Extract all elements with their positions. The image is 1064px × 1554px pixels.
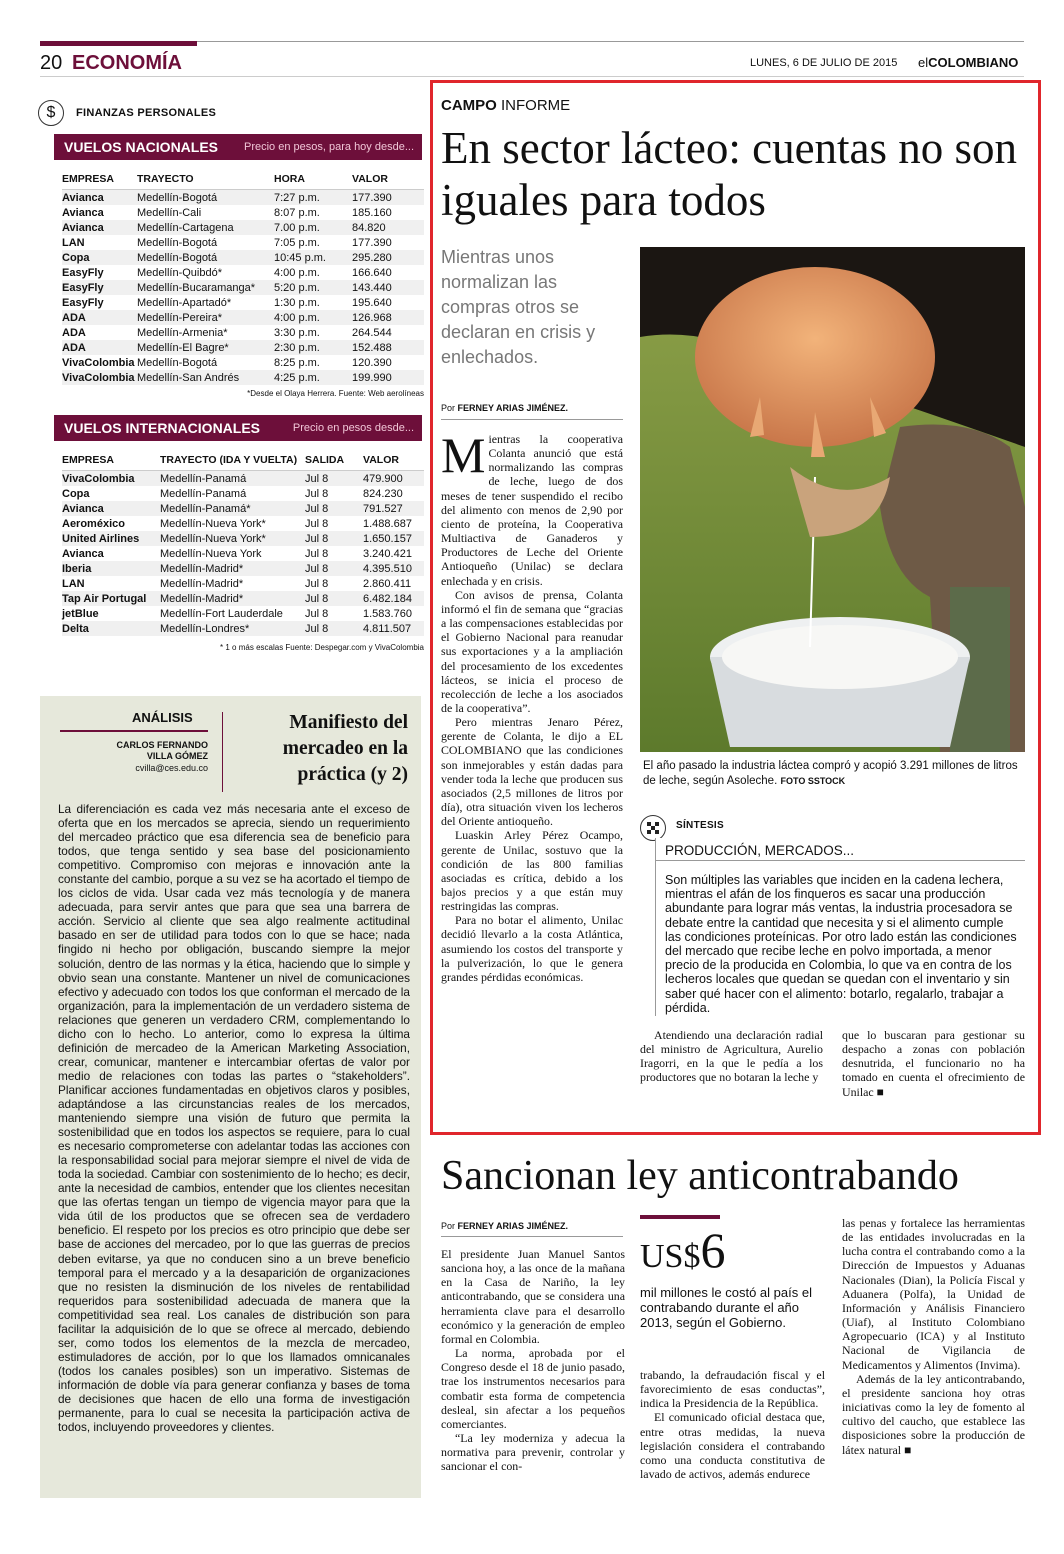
table-cell: Medellín-Fort Lauderdale [160, 607, 283, 620]
table-cell: Avianca [62, 206, 104, 219]
table-cell: 152.488 [352, 340, 424, 355]
second-headline: Sancionan ley anticontrabando [441, 1153, 959, 1199]
table-cell: 1:30 p.m. [274, 296, 320, 309]
table-cell: 143.440 [352, 280, 424, 295]
table-cell: Medellín-Nueva York [160, 547, 262, 560]
analisis-author: CARLOS FERNANDO VILLA GÓMEZ [116, 740, 208, 761]
table-row [62, 471, 424, 487]
table-cell: jetBlue [62, 607, 99, 620]
table-row [62, 325, 424, 340]
table-row [62, 205, 424, 220]
table-row [62, 235, 424, 250]
stat-value: 6 [700, 1222, 726, 1278]
paragraph: El comunicado oficial destaca que, entre otras medidas, la nueva legislación considera el contrabando como una conducta constitutiva de lavado de activos, además endurece [640, 1410, 825, 1482]
table-cell: Medellín-San Andrés [137, 370, 274, 385]
table-cell: Medellín-Nueva York* [160, 531, 305, 546]
article-body-col1 [441, 427, 623, 984]
sintesis-body: Son múltiples las variables que inciden en la cadena lechera, mientras el afán de los finqueros es sacar una producción abundante para lograr más ventas, la industria procesadora se debate entre la cantidad que necesita y si el alimento cumple las condiciones proteínicas. Por otro lado están las condiciones del mercado que recibe leche en polvo importada, a menor precio de la producida en Colombia, lo que va en contra de los lecheros locales que quedan se quedan con el inventario y sin saber qué hacer con el alimento: botarlo, regalarlo, trabajar a pérdida. [665, 873, 1017, 1015]
table-cell: Jul 8 [305, 591, 363, 606]
table-cell: Jul 8 [305, 531, 363, 546]
table-cell: Medellín-El Bagre* [137, 340, 274, 355]
table-row [62, 310, 424, 325]
table-cell: Jul 8 [305, 577, 329, 590]
table-cell: 5:20 p.m. [274, 280, 352, 295]
nacionales-col-header: TRAYECTO [137, 173, 274, 190]
table-cell: EasyFly [62, 280, 137, 295]
table-cell: Jul 8 [305, 607, 329, 620]
nacionales-footnote: *Desde el Olaya Herrera. Fuente: Web aerolíneas [247, 389, 424, 398]
stat-unit: US$ [640, 1238, 701, 1275]
table-row [62, 561, 424, 576]
table-cell: LAN [62, 577, 85, 590]
table-cell: 4.395.510 [363, 561, 424, 576]
table-cell: 791.527 [363, 501, 424, 516]
table-cell: Medellín-Cali [137, 206, 202, 219]
table-row [62, 295, 424, 310]
header-rule [40, 76, 1024, 77]
table-cell: United Airlines [62, 531, 160, 546]
internacionales-title: VUELOS INTERNACIONALES [64, 420, 261, 436]
table-row [62, 606, 424, 621]
photo-caption [643, 759, 1025, 788]
article-kicker [441, 97, 570, 114]
section-accent-bar [40, 41, 197, 46]
table-cell: 824.230 [363, 487, 403, 500]
internacionales-table [62, 454, 424, 636]
table-cell: 126.968 [352, 310, 424, 325]
table-cell: Medellín-Bucaramanga* [137, 280, 274, 295]
table-row [62, 531, 424, 546]
table-cell: 177.390 [352, 236, 392, 249]
table-cell: Medellín-Pereira* [137, 310, 274, 325]
table-cell: ADA [62, 326, 86, 339]
paragraph: las penas y fortalece las herramientas de las entidades involucradas en la lucha contra el contrabando como a la Dirección de Impuestos y Aduanas Nacionales (Dian), la Policía Fiscal y Aduanera (Polfa), la Unidad de Información y Análisis Financiero (Uiaf), al Instituto Colombiano Agropecuario (ICA) y al Instituto Nacional de Vigilancia de Medicamentos y Alimentos (Invima). [842, 1216, 1025, 1372]
byline-name: FERNEY ARIAS JIMÉNEZ. [457, 403, 569, 413]
table-cell: 4:00 p.m. [274, 310, 352, 325]
issue-date: LUNES, 6 DE JULIO DE 2015 [750, 57, 898, 69]
paragraph: ientras la cooperativa Colanta anunció que está normalizando las compras de leche, luego de dos meses de tener suspendido el recibo del alimento con menos de 2,90 por ciento de proteína, la Cooperativa Multiactiva de Ganaderos y Productores de Leche del Oriente Antioqueño (Unilac) se declara enlechada y en crisis. [441, 432, 623, 588]
table-cell: Medellín-Madrid* [160, 591, 305, 606]
table-row [62, 501, 424, 516]
nacionales-col-header: HORA [274, 173, 352, 190]
table-cell: VivaColombia [62, 370, 137, 385]
nacionales-col-header: VALOR [352, 173, 424, 190]
table-cell: 3.240.421 [363, 547, 412, 560]
table-cell: Medellín-Quibdó* [137, 266, 222, 279]
table-cell: 1.583.760 [363, 607, 412, 620]
paragraph: “La ley moderniza y adecua la normativa para prevenir, controlar y sancionar el con- [441, 1431, 625, 1474]
milking-photo [640, 247, 1025, 752]
table-cell: Avianca [62, 547, 104, 560]
byline-prefix: Por [441, 403, 458, 413]
table-cell: Avianca [62, 220, 137, 235]
caption-text: El año pasado la industria láctea compró y acopió 3.291 millones de litros de leche, según Asoleche. [643, 760, 1018, 787]
table-cell: 264.544 [352, 326, 392, 339]
table-cell: LAN [62, 236, 85, 249]
table-cell: 2.860.411 [363, 577, 412, 590]
table-row [62, 190, 424, 206]
byline-rule [441, 1236, 623, 1237]
table-row [62, 576, 424, 591]
table-row [62, 486, 424, 501]
nacionales-title: VUELOS NACIONALES [64, 139, 219, 155]
internacionales-col-header: VALOR [363, 454, 424, 471]
table-cell: 7.00 p.m. [274, 220, 352, 235]
sintesis-rule [655, 860, 1025, 861]
table-cell: Avianca [62, 501, 160, 516]
second-body-col3 [842, 1216, 1025, 1457]
paper-name-bold: COLOMBIANO [928, 55, 1019, 70]
table-cell: Medellín-Bogotá [137, 190, 274, 206]
section-name: ECONOMÍA [72, 52, 182, 74]
table-cell: Medellín-Bogotá [137, 356, 218, 369]
table-cell: VivaColombia [62, 471, 160, 487]
table-cell: 479.900 [363, 471, 424, 487]
table-cell: ADA [62, 340, 137, 355]
table-cell: Aeroméxico [62, 517, 125, 530]
table-cell: 1.650.157 [363, 531, 424, 546]
kicker-bold: CAMPO [441, 97, 497, 114]
second-byline [441, 1221, 568, 1231]
table-cell: Jul 8 [305, 501, 363, 516]
stat-description: mil millones le costó al país el contrabando durante el año 2013, según el Gobierno. [640, 1285, 812, 1330]
table-cell: EasyFly [62, 296, 104, 309]
table-cell: Medellín-Panamá [160, 487, 247, 500]
internacionales-subtitle: Precio en pesos desde... [292, 422, 414, 434]
table-cell: Iberia [62, 561, 160, 576]
sintesis-heading: PRODUCCIÓN, MERCADOS... [665, 843, 855, 858]
table-cell: EasyFly [62, 266, 104, 279]
stat-accent-bar [640, 1215, 720, 1219]
table-cell: Medellín-Londres* [160, 621, 305, 636]
table-cell: Medellín-Panamá* [160, 501, 305, 516]
nacionales-header [54, 134, 422, 160]
table-cell: 166.640 [352, 266, 392, 279]
table-cell: 4.811.507 [363, 621, 424, 636]
table-cell: Avianca [62, 190, 137, 206]
paragraph: Luaskin Arley Pérez Ocampo, gerente de Unilac, sostuvo que la condición de las 800 familias asociadas es crítica, debido a los bajos precios y a que están muy restringidas las compras. [441, 828, 623, 914]
second-body-col2 [640, 1368, 825, 1481]
table-cell: Medellín-Nueva York* [160, 517, 266, 530]
table-cell: 7:27 p.m. [274, 190, 352, 206]
table-row [62, 220, 424, 235]
analisis-title: Manifiesto del mercadeo en la práctica (y 2) [282, 712, 408, 785]
table-cell: 4:00 p.m. [274, 266, 320, 279]
table-row [62, 280, 424, 295]
table-cell: Medellín-Madrid* [160, 577, 244, 590]
table-cell: 84.820 [352, 220, 424, 235]
table-row [62, 355, 424, 370]
page-number: 20 [40, 52, 63, 74]
table-cell: 4:25 p.m. [274, 370, 352, 385]
table-row [62, 265, 424, 280]
paragraph: trabando, la defraudación fiscal y el favorecimiento de esas conductas”, indica la Presidencia de la República. [640, 1368, 825, 1411]
article-byline [441, 403, 568, 413]
table-row [62, 516, 424, 531]
paragraph: El presidente Juan Manuel Santos sanciona hoy, a las once de la mañana en la Casa de Nariño, la ley anticontrabando, que se considera una herramienta clave para el desarrollo económico y la generación de empleo formal en Colombia. [441, 1247, 625, 1346]
table-row [62, 546, 424, 561]
newspaper-name [918, 55, 1018, 70]
table-cell: Jul 8 [305, 517, 329, 530]
table-cell: 6.482.184 [363, 591, 424, 606]
paragraph: Pero mientras Jenaro Pérez, gerente de Colanta, le dijo a EL COLOMBIANO que las condiciones son inmejorables y están dadas para vender toda la leche que producen sus asociados (2,5 millones de litros por día), otra situación viven los lecheros del Oriente antioqueño. [441, 715, 623, 829]
table-cell: Copa [62, 487, 90, 500]
table-cell: 2:30 p.m. [274, 340, 352, 355]
table-cell: 8:25 p.m. [274, 356, 320, 369]
byline-name: FERNEY ARIAS JIMÉNEZ. [457, 1221, 569, 1231]
analisis-divider [222, 712, 223, 792]
table-cell: ADA [62, 310, 137, 325]
analisis-body: La diferenciación es cada vez más necesaria ante el exceso de oferta que en los mercados se aprecia, siendo un requerimiento del mercadeo práctico que esa diferencia sea de beneficio para todos, que tenga sentido y sea base del posicionamiento competitivo. Compromiso con mejoras e innovación ante la constante del cambio, porque a su vez se ha acortado el tiempo de los ciclos de vida. Usar cada vez más tecnología y de manera adecuada, para servir antes que para que sea una barrera de acción. Servicio al cliente que sea algo realmente actitudinal basado en ser de utilidad para todos con lo que se hace; nada fingido ni hecho por obligación, buscando siempre la mejor solución, dentro de las normas y la ética, haciendo que lo simple y obvio sean una constante. Mantener un nivel de comunicaciones efectivo y adecuado con todos los que conforman el mercado de la organización, para la implementación de un verdadero sistema de relaciones que generen un verdadero CRM, complementando lo dicho con lo hecho. Lo anterior, como lo expresa la última definición de mercadeo de la American Marketing Association, crear, comunicar, mantener e intercambiar ofertas de valor por medio de relaciones con todas las partes o “stakeholders”. Planificar acciones fundamentadas en objetivos claros y posibles, adaptándose a las circunstancias reales de los mercados, manteniendo siempre una visión de futuro que permita la sostenibilidad que en todos los aspectos se requiere, para lo cual es necesario comprometerse con adelantar todas las acciones con la responsabilidad social para mejorar siempre el nivel de vida de toda la sociedad. Cambiar con sostenimiento de lo hecho; es decir, ante la necesidad de cambios, entender que los clientes necesitan que las ofertas tengan un tiempo de vigencia mayor para que la vida útil de los productos que se ofrecen sea de verdadero beneficio. El respeto por los precios es otro principio que debe ser base de acciones del mercadeo, por lo que las guerras de precios deben evitarse, ya que no conducen sino a un breve beneficio temporal para el mercado y a la desaparición de organizaciones que no resisten la disminución de los niveles de rentabilidad requeridos para sostenibilidad adecuada de manera que la competitividad sea real. Los canales de distribución son para facilitar la adquisición de lo que se ofrece al mercado, debiendo ser, como todos los elementos de la mezcla de mercadeo, estimuladores de acción, por lo que los llamados omnicanales (todos los canales posibles) son un imperativo. Sistemas de información de doble vía para generar confianza y bases de toma de decisiones que hacen de ello una forma de investigación permanente, para lo cual se necesita la participación activa de todos, incluyendo proveedores y clientes. [58, 802, 410, 1435]
table-cell: 10:45 p.m. [274, 250, 352, 265]
kicker-rest: INFORME [496, 97, 571, 114]
table-cell: Delta [62, 621, 160, 636]
paragraph: La norma, aprobada por el Congreso desde el 18 de junio pasado, trae los instrumentos necesarios para combatir esta forma de competencia desleal, sin afectar a los pequeños comerciantes. [441, 1346, 625, 1431]
analisis-label: ANÁLISIS [132, 710, 193, 725]
table-cell: Jul 8 [305, 471, 363, 487]
dollar-icon: $ [38, 100, 64, 126]
second-body-col1 [441, 1247, 625, 1474]
table-cell: 1.488.687 [363, 517, 412, 530]
nacionales-col-header: EMPRESA [62, 173, 137, 190]
internacionales-header [54, 415, 422, 441]
photo-credit: FOTO SSTOCK [780, 775, 846, 786]
analisis-rule [60, 730, 208, 732]
table-cell: Jul 8 [305, 547, 329, 560]
paragraph: Además de la ley anticontrabando, el presidente sanciona hoy otras iniciativas como la ley de fomento al cultivo del caucho, que establece las disposiciones sobre la producción de látex natural ■ [842, 1371, 1025, 1457]
table-row [62, 250, 424, 265]
table-cell: Copa [62, 250, 137, 265]
table-row [62, 340, 424, 355]
table-cell: 199.990 [352, 370, 424, 385]
table-cell: 195.640 [352, 296, 392, 309]
table-cell: Medellín-Bogotá [137, 250, 274, 265]
paragraph: Para no botar el alimento, Unilac decidió llevarlo a la costa Atlántica, asumiendo los costos del transporte y la pulverización, lo que le genera grandes pérdidas económicas. [441, 913, 623, 984]
nacionales-subtitle: Precio en pesos, para hoy desde... [244, 141, 414, 153]
table-cell: 3:30 p.m. [274, 326, 320, 339]
table-row [62, 621, 424, 636]
table-cell: 8:07 p.m. [274, 206, 320, 219]
byline-rule [441, 419, 623, 420]
sintesis-label: SÍNTESIS [676, 820, 724, 831]
table-row [62, 370, 424, 385]
table-cell: Medellín-Cartagena [137, 220, 274, 235]
internacionales-col-header: TRAYECTO (IDA Y VUELTA) [160, 454, 305, 471]
table-cell: VivaColombia [62, 356, 135, 369]
paper-prefix: el [918, 55, 929, 70]
table-cell: Medellín-Madrid* [160, 561, 305, 576]
table-cell: Medellín-Apartadó* [137, 296, 232, 309]
table-cell: Jul 8 [305, 621, 363, 636]
table-row [62, 591, 424, 606]
table-cell: 120.390 [352, 356, 392, 369]
article-body-col3: que lo buscaran para gestionar su despacho a zonas con población desnutrida, el funcionario no ha tomado en cuenta el ofrecimiento de Unilac ■ [842, 1028, 1025, 1099]
stat-figure [640, 1222, 725, 1285]
internacionales-footnote: * 1 o más escalas Fuente: Despegar.com y VivaColombia [220, 643, 424, 652]
paragraph: Con avisos de prensa, Colanta informó el fin de semana que “gracias a las compensaciones establecidas por el Gobierno Nacional para reanudar sus exportaciones y a la ampliación del procesamiento de los excedentes lácteos, se inicia el proceso de recolección de leche a los asociados de la cooperativa”. [441, 587, 623, 715]
table-cell: 295.280 [352, 250, 424, 265]
table-cell: Medellín-Armenia* [137, 326, 228, 339]
table-cell: Medellín-Bogotá [137, 236, 218, 249]
internacionales-col-header: SALIDA [305, 454, 363, 471]
article-lead: Mientras unos normalizan las compras otros se declaran en crisis y enlechados. [441, 247, 596, 367]
article-headline: En sector lácteo: cuentas no son iguales para todos [441, 123, 1018, 225]
table-cell: Tap Air Portugal [62, 591, 160, 606]
table-cell: 185.160 [352, 206, 392, 219]
byline-prefix: Por [441, 1221, 458, 1231]
finanzas-title: FINANZAS PERSONALES [76, 107, 217, 119]
drop-cap: M [441, 427, 486, 483]
article-body-col2: Atendiendo una declaración radial del ministro de Agricultura, Aurelio Iragorri, en la que le pedía a los productores que no botaran la leche y [640, 1028, 823, 1085]
internacionales-col-header: EMPRESA [62, 454, 160, 471]
table-cell: 7:05 p.m. [274, 236, 320, 249]
table-cell: Medellín-Panamá [160, 471, 305, 487]
nacionales-table [62, 173, 424, 385]
table-cell: Jul 8 [305, 487, 329, 500]
analisis-email: cvilla@ces.edu.co [135, 763, 208, 773]
table-cell: Jul 8 [305, 561, 363, 576]
table-cell: 177.390 [352, 190, 424, 206]
